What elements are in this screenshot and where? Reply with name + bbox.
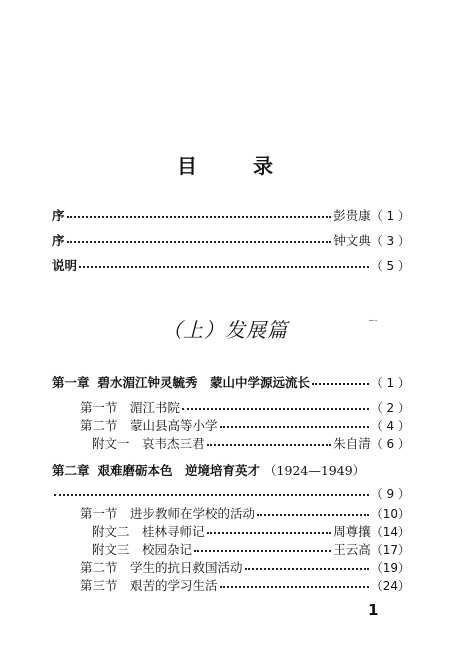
entry-label: 第一节 进步教师在学校的活动 xyxy=(80,506,256,521)
entry-label: 附文二 桂林寻师记 xyxy=(92,524,205,539)
chapter-title: 碧水湄江钟灵毓秀 蒙山中学源远流长 xyxy=(97,375,311,390)
toc-section xyxy=(80,577,410,595)
dot-leader xyxy=(79,257,369,268)
toc-chapter-2 xyxy=(52,462,410,480)
entry-author: 周尊攘 xyxy=(333,524,371,539)
entry-label: 附文三 校园杂记 xyxy=(92,542,193,557)
entry-label: 第一节 湄江书院 xyxy=(80,400,181,415)
title-char-1: 目 xyxy=(177,154,225,178)
entry-label: 第二节 学生的抗日救国活动 xyxy=(80,560,243,575)
entry-page: （ 4 ） xyxy=(370,419,410,433)
dot-leader xyxy=(257,505,369,516)
entry-page: （ 5 ） xyxy=(370,259,410,273)
entry-label: 序 xyxy=(52,233,65,248)
toc-section xyxy=(80,505,410,523)
entry-label: 第二节 蒙山县高等小学 xyxy=(80,418,218,433)
chapter-label: 第二章 xyxy=(52,463,90,478)
toc-section xyxy=(80,417,410,435)
entry-page: （ 1 ） xyxy=(370,209,410,223)
toc-chapter-1 xyxy=(52,374,410,392)
dot-leader xyxy=(245,559,369,570)
toc-appendix xyxy=(92,435,410,453)
toc-entry-notes xyxy=(52,257,410,275)
entry-author: 钟文典 xyxy=(333,233,371,248)
entry-author: 王云高 xyxy=(333,542,371,557)
dot-leader xyxy=(67,207,332,218)
toc-section xyxy=(80,399,410,417)
entry-page: （ 1 ） xyxy=(370,376,410,390)
chapter-label: 第一章 xyxy=(52,375,90,390)
entry-label: 附文一 哀韦杰三君 xyxy=(92,436,205,451)
dot-leader xyxy=(67,232,332,243)
entry-page: （17） xyxy=(370,543,410,557)
entry-page: （10） xyxy=(370,507,410,521)
dot-leader xyxy=(220,577,369,588)
entry-page: （24） xyxy=(370,579,410,593)
dot-leader xyxy=(207,523,332,534)
entry-page: （ 2 ） xyxy=(370,401,410,415)
entry-label: 说明 xyxy=(52,258,78,273)
page-title xyxy=(0,150,450,179)
entry-label: 序 xyxy=(52,208,65,223)
dot-leader xyxy=(207,435,332,446)
page-number: 1 xyxy=(368,601,379,619)
entry-page: （19） xyxy=(370,561,410,575)
entry-author: 彭贵康 xyxy=(333,208,371,223)
dot-leader xyxy=(54,485,369,496)
entry-label: 第三节 艰苦的学习生活 xyxy=(80,578,218,593)
dot-leader xyxy=(220,417,369,428)
chapter-years: （1924—1949） xyxy=(264,463,366,478)
dot-leader xyxy=(182,399,369,410)
part-title: （上）发展篇 xyxy=(162,318,288,342)
toc-appendix xyxy=(92,541,410,559)
entry-page: （ 9 ） xyxy=(370,487,410,501)
entry-page: （14） xyxy=(370,525,410,539)
toc-chapter-2-page xyxy=(52,485,410,503)
entry-author: 朱自清 xyxy=(333,436,371,451)
entry-page: （ 3 ） xyxy=(370,234,410,248)
chapter-title: 艰难磨砺本色 逆境培育英才 xyxy=(97,463,261,478)
title-char-2: 录 xyxy=(253,154,301,178)
dot-leader xyxy=(194,541,331,552)
scan-mark: ~- xyxy=(368,316,378,325)
toc-entry-preface-1 xyxy=(52,207,410,225)
toc-section xyxy=(80,559,410,577)
entry-page: （ 6 ） xyxy=(370,437,410,451)
dot-leader xyxy=(312,374,369,385)
toc-appendix xyxy=(92,523,410,541)
toc-entry-preface-2 xyxy=(52,232,410,250)
